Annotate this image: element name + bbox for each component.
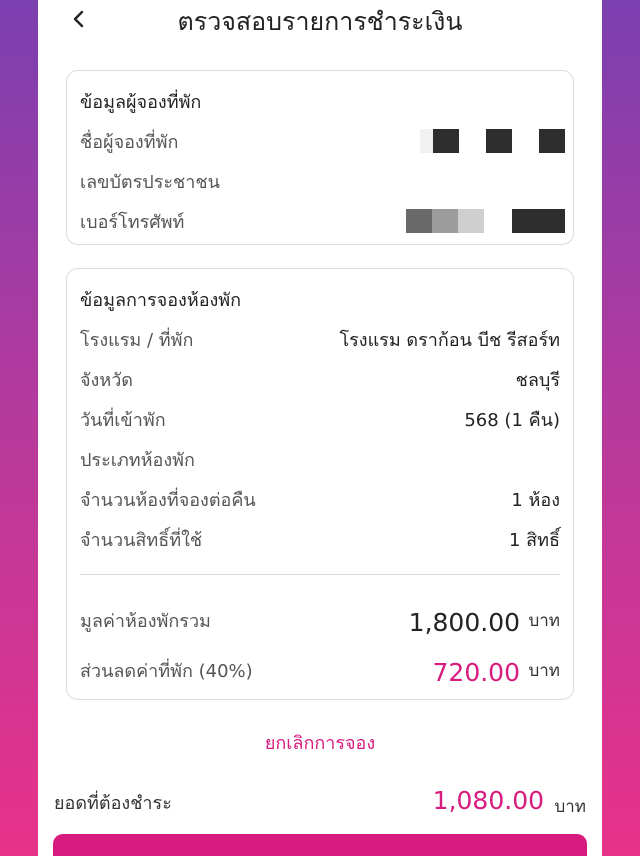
amount-due-currency: บาท bbox=[554, 797, 586, 817]
room-total-currency: บาท bbox=[528, 611, 560, 631]
rights-used-row bbox=[80, 525, 560, 555]
discount-amount: 720.00 bbox=[432, 658, 520, 687]
hotel-label: โรงแรม / ที่พัก bbox=[80, 330, 194, 351]
rights-used-label: จำนวนสิทธิ์ที่ใช้ bbox=[80, 530, 203, 551]
pay-button[interactable] bbox=[53, 834, 587, 856]
booker-phone-row bbox=[80, 207, 560, 237]
payment-review-sheet bbox=[38, 0, 602, 856]
booker-id-row bbox=[80, 167, 560, 197]
discount-label: ส่วนลดค่าที่พัก (40%) bbox=[80, 661, 253, 682]
amount-due-row bbox=[54, 786, 586, 822]
room-total-row bbox=[80, 597, 560, 637]
room-total-amount: 1,800.00 bbox=[408, 608, 520, 637]
booker-name-row bbox=[80, 127, 560, 157]
booker-name-label: ชื่อผู้จองที่พัก bbox=[80, 132, 179, 153]
province-label: จังหวัด bbox=[80, 370, 133, 391]
rooms-per-night-label: จำนวนห้องที่จองต่อคืน bbox=[80, 490, 256, 511]
rooms-per-night-value: 1 ห้อง bbox=[511, 490, 560, 511]
province-value: ชลบุรี bbox=[515, 370, 560, 391]
booker-info-card bbox=[66, 70, 574, 245]
amount-due-value: 1,080.00 bbox=[432, 786, 544, 815]
checkin-value: 568 (1 คืน) bbox=[464, 410, 560, 431]
room-info-title: ข้อมูลการจองห้องพัก bbox=[80, 290, 242, 311]
checkin-row bbox=[80, 405, 560, 435]
discount-row bbox=[80, 647, 560, 687]
header bbox=[38, 0, 602, 44]
province-row bbox=[80, 365, 560, 395]
cancel-booking-link[interactable]: ยกเลิกการจอง bbox=[264, 733, 376, 754]
page-title: ตรวจสอบรายการชำระเงิน bbox=[177, 7, 463, 36]
rooms-per-night-row bbox=[80, 485, 560, 515]
room-type-row bbox=[80, 445, 560, 475]
booker-info-title: ข้อมูลผู้จองที่พัก bbox=[80, 92, 202, 113]
hotel-row bbox=[80, 325, 560, 355]
rights-used-value: 1 สิทธิ์ bbox=[508, 530, 560, 551]
card-divider bbox=[80, 574, 560, 575]
booker-id-label: เลขบัตรประชาชน bbox=[80, 172, 220, 193]
discount-currency: บาท bbox=[528, 661, 560, 681]
room-total-label: มูลค่าห้องพักรวม bbox=[80, 611, 211, 632]
amount-due-label: ยอดที่ต้องชำระ bbox=[54, 793, 172, 814]
hotel-value: โรงแรม ดราก้อน บีช รีสอร์ท bbox=[339, 330, 560, 351]
booker-phone-label: เบอร์โทรศัพท์ bbox=[80, 212, 185, 233]
room-booking-card bbox=[66, 268, 574, 700]
checkin-label: วันที่เข้าพัก bbox=[80, 410, 166, 431]
room-type-label: ประเภทห้องพัก bbox=[80, 450, 195, 471]
